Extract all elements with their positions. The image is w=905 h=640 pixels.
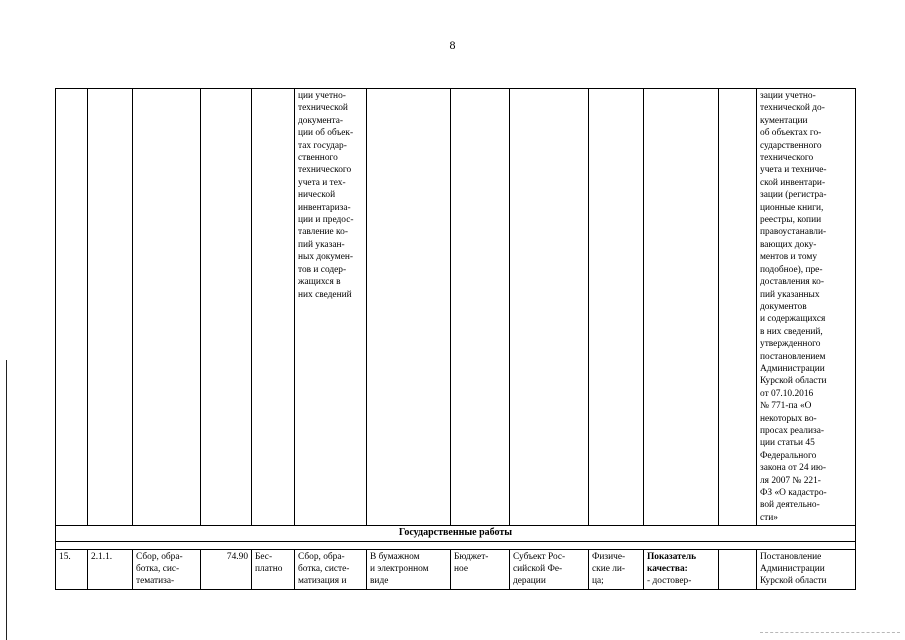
cell-work-content: ции учетно- технической документа- ции об объек- тах государ- ственного технического учета и тех- нической инвентариза- ции и предос- тавление ко- пий указан- ных докумен- тов и содер- жащихся в них сведений (295, 89, 367, 526)
spacer-cell (56, 541, 856, 549)
services-table (55, 88, 856, 590)
indicator-item: - достовер- (647, 576, 692, 587)
cell-num (56, 89, 88, 526)
table-row (56, 549, 856, 589)
cell-legal-basis: зации учетно- технической до- кументации об объектах го- сударственного технического учета и техниче- ской инвентари- зации (регистра- ционные книги, реестры, копии правоустанавли- вающих доку- ментов и тому подобное), пре- доставления ко- пий указанных документов и содержащихся в них сведений, утвержденного постановлением Администрации Курской области от 07.10.2016 № 771-па «О некоторых во- просах реализа- ции статьи 45 Федерального закона от 24 ию- ля 2007 № 221- ФЗ «О кадастро- вой деятельно- сти» (757, 89, 856, 526)
row-funding: Бюджет- ное (451, 549, 510, 589)
indicator-label: Показатель качества: (647, 551, 697, 575)
row-indicators (644, 549, 719, 589)
cell-payment (252, 89, 295, 526)
row-units (719, 549, 757, 589)
cell-value (201, 89, 252, 526)
section-row (56, 526, 856, 541)
row-payment: Бес- платно (252, 549, 295, 589)
binding-line (6, 360, 7, 640)
cell-consumers (589, 89, 644, 526)
row-content: Сбор, обра- ботка, систе- матизация и (295, 549, 367, 589)
row-consumers: Физиче- ские ли- ца; (589, 549, 644, 589)
cell-code (88, 89, 133, 526)
continuation-row (56, 89, 856, 526)
row-form: В бумажном и электронном виде (367, 549, 451, 589)
row-legal-basis: Постановление Администрации Курской области (757, 549, 856, 589)
cell-name (133, 89, 201, 526)
row-value: 74.90 (201, 549, 252, 589)
cell-units (719, 89, 757, 526)
scan-edge-marks (760, 632, 900, 635)
cell-form (367, 89, 451, 526)
cell-founder (510, 89, 589, 526)
row-code: 2.1.1. (88, 549, 133, 589)
cell-indicators (644, 89, 719, 526)
row-founder: Субъект Рос- сийской Фе- дерации (510, 549, 589, 589)
page-number: 8 (449, 38, 456, 52)
row-number: 15. (56, 549, 88, 589)
section-title: Государственные работы (56, 526, 856, 541)
row-name: Сбор, обра- ботка, сис- тематиза- (133, 549, 201, 589)
spacer-row (56, 541, 856, 549)
cell-funding (451, 89, 510, 526)
